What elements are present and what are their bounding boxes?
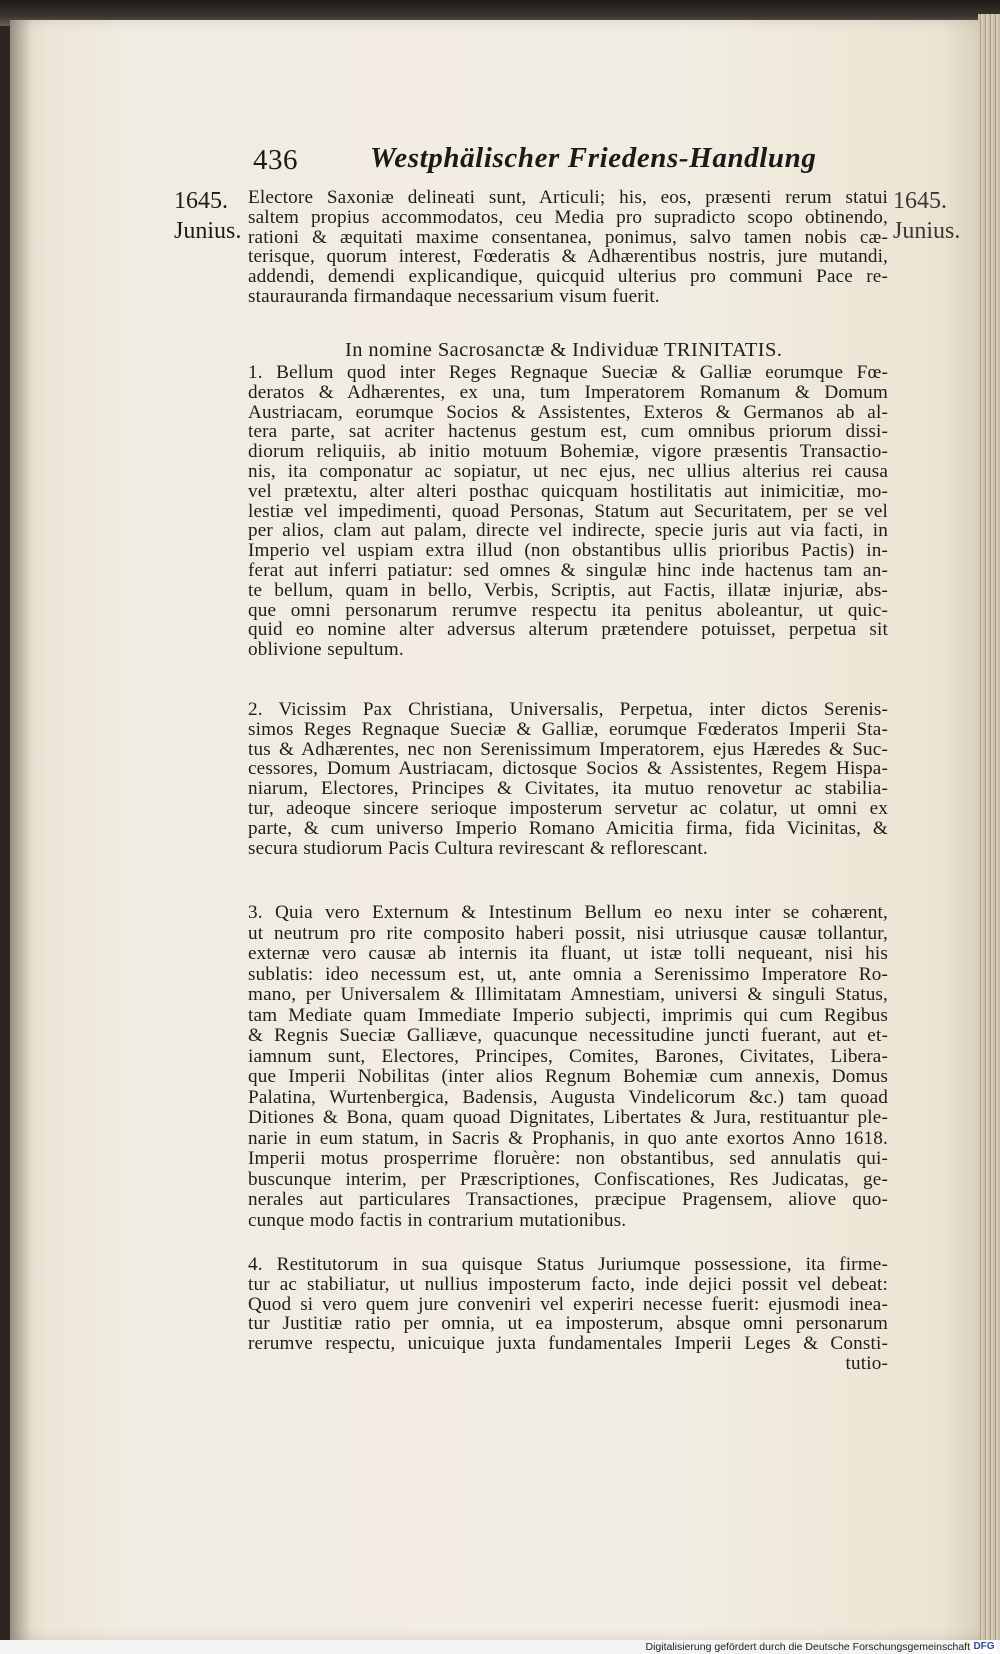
text-line: Palatina, Wurtenbergica, Badensis, Augusta Vindelicorum &c.) tam quoad bbox=[248, 1087, 888, 1108]
paragraph-3 bbox=[248, 903, 888, 1231]
left-margin-month: Junius. bbox=[174, 218, 242, 244]
text-line: mano, per Universalem & Illimitatam Amnestiam, universi & singuli Status, bbox=[248, 985, 888, 1005]
text-line: nerales aut particulares Transactiones, præcipue Pragensem, aliove quo- bbox=[248, 1190, 888, 1210]
text-line: oblivione sepultum. bbox=[248, 640, 404, 660]
page-stack-edge bbox=[978, 14, 1000, 1640]
text-line: addendi, demendi explicandique, quicquid ulterius pro communi Pace re- bbox=[248, 267, 888, 287]
text-line: cessores, Domum Austriacam, dictosque Socios & Assistentes, Regem Hispa- bbox=[248, 759, 888, 780]
right-margin-year: 1645. bbox=[893, 188, 947, 214]
text-line: tur ac stabiliatur, ut nullius imposterum facto, inde dejici possit vel debeat: bbox=[248, 1274, 888, 1295]
intro-paragraph bbox=[248, 188, 888, 307]
text-line: & Regnis Sueciæ Galliæve, quacunque necessitudine juncti fuerant, aut et- bbox=[248, 1026, 888, 1046]
text-line: Quod si vero quem jure conveniri vel experiri necesse fuerit: ejusmodi inea- bbox=[248, 1294, 888, 1315]
text-line: tam Mediate quam Immediate Imperio subjecti, imprimis qui cum Regibus bbox=[248, 1005, 888, 1026]
dfg-logo: DFG bbox=[973, 1641, 995, 1652]
text-line: staurauranda firmandaque necessarium visum fuerit. bbox=[248, 286, 660, 307]
text-line: Electore Saxoniæ delineati sunt, Articuli; his, eos, præsenti rerum statui bbox=[248, 188, 888, 208]
text-line: deratos & Adhærentes, ex una, tum Imperatorem Romanum & Domum bbox=[248, 382, 888, 403]
text-line: per alios, clam aut palam, directe vel indirecte, specie juris aut via facti, in bbox=[248, 521, 888, 542]
text-line: sublatis: ideo necessum est, ut, ante omnia a Serenissimo Imperatore Ro- bbox=[248, 964, 888, 985]
paragraph-2 bbox=[248, 700, 888, 858]
text-line: tur, adeoque sincere serioque imposterum servetur ac colatur, ut omni ex bbox=[248, 798, 888, 819]
text-line: rerumve respectu, unicuique juxta fundamentales Imperii Leges & Consti- bbox=[248, 1334, 888, 1354]
text-line: narie in eum statum, in Sacris & Prophanis, in quo ante exortos Anno 1618. bbox=[248, 1128, 888, 1149]
text-line: ferat aut inferri patiatur: sed omnes & singulæ hinc inde hactenus tam an- bbox=[248, 560, 888, 581]
text-line: Austriacam, eorumque Socios & Assistentes, Exteros & Germanos ab al- bbox=[248, 402, 888, 423]
text-line: Ditiones & Bona, quam quoad Dignitates, Libertates & Jura, restituantur ple- bbox=[248, 1108, 888, 1128]
text-line: niarum, Electores, Principes & Civitates, ita mutuo renovetur ac stabilia- bbox=[248, 779, 888, 799]
text-line: Imperio vel uspiam extra illud (non obstantibus ullis prioribus Pactis) in- bbox=[248, 541, 888, 561]
text-line: 1. Bellum quod inter Reges Regnaque Sueciæ & Galliæ eorumque Fœ- bbox=[248, 363, 888, 383]
text-line: cunque modo factis in contrarium mutationibus. bbox=[248, 1210, 627, 1231]
paragraph-1 bbox=[248, 363, 888, 660]
text-line: buscunque interim, per Præscriptiones, Confiscationes, Res Judicatas, ge- bbox=[248, 1169, 888, 1190]
text-line: parte, & cum universo Imperio Romano Amicitia firma, fida Vicinitas, & bbox=[248, 818, 888, 839]
text-line: simos Reges Regnaque Sueciæ & Galliæ, eorumque Fœderatos Imperii Sta- bbox=[248, 719, 888, 740]
text-line: externæ vero causæ ab internis ita fluant, ut istæ tolli nequeant, nisi his bbox=[248, 944, 888, 964]
section-heading: In nomine Sacrosanctæ & Individuæ TRINITATIS. bbox=[345, 339, 783, 361]
text-line: 2. Vicissim Pax Christiana, Universalis, Perpetua, inter dictos Serenis- bbox=[248, 700, 888, 720]
text-line: que omni personarum rerumve respectu ita penitus aboleantur, ut quic- bbox=[248, 600, 888, 621]
text-line: nis, ita componatur ac sopiatur, ut nec ejus, nec ullius alterius rei causa bbox=[248, 461, 888, 482]
gutter-shadow bbox=[10, 20, 32, 1640]
text-line: 4. Restitutorum in sua quisque Status Juriumque possessione, ita firme- bbox=[248, 1255, 888, 1275]
text-line: lestiæ vel impedimenti, quoad Personas, Statum aut Securitatem, per se vel bbox=[248, 501, 888, 522]
running-title: Westphälischer Friedens-Handlung bbox=[370, 142, 817, 174]
text-line: iamnum sunt, Electores, Principes, Comites, Barones, Civitates, Libera- bbox=[248, 1046, 888, 1067]
text-line: tur Justitiæ ratio per omnia, ut ea imposterum, absque omni personarum bbox=[248, 1314, 888, 1335]
text-line: vel prætextu, alter alteri posthac quicquam hostilitatis aut inimicitiæ, mo- bbox=[248, 481, 888, 502]
text-line: tus & Adhærentes, nec non Serenissimum Imperatorem, ejus Hæredes & Suc- bbox=[248, 739, 888, 760]
text-line: te bellum, quam in bello, Verbis, Scriptis, aut Factis, illatæ injuriæ, abs- bbox=[248, 580, 888, 601]
text-line: tera parte, sat acriter hactenus gestum est, cum omnibus priorum dissi- bbox=[248, 422, 888, 443]
text-line: Imperii motus prosperrime floruère: non obstantibus, sed annulatis qui- bbox=[248, 1149, 888, 1169]
text-line: diorum reliquiis, ab initio motuum Bohemiæ, vigore præsentis Transactio- bbox=[248, 442, 888, 462]
text-line: saltem propius accommodatos, ceu Media pro supradicto scopo obtinendo, bbox=[248, 207, 888, 228]
running-header bbox=[240, 140, 817, 180]
digitization-footer bbox=[0, 1640, 1000, 1654]
left-margin-year: 1645. bbox=[174, 188, 228, 214]
text-line: terisque, quorum interest, Fœderatis & Adhærentibus nostris, jure mutandi, bbox=[248, 247, 888, 268]
text-line: quid eo nomine alter adversus alterum prætendere potuisset, perpetua sit bbox=[248, 620, 888, 641]
text-line: ut neutrum pro rite composito haberi possit, nisi utriusque causæ tollantur, bbox=[248, 923, 888, 944]
right-margin-month: Junius. bbox=[893, 218, 961, 244]
right-margin-date bbox=[893, 186, 960, 246]
text-line: secura studiorum Pacis Cultura revirescant & reflorescant. bbox=[248, 838, 708, 859]
text-line: rationi & æquitati maxime consentanea, ponimus, salvo tamen nobis cæ- bbox=[248, 227, 888, 248]
funding-credit: Digitalisierung gefördert durch die Deutsche Forschungsgemeinschaft bbox=[645, 1641, 970, 1653]
paragraph-4 bbox=[248, 1255, 888, 1374]
page-number: 436 bbox=[253, 144, 298, 176]
text-line: 3. Quia vero Externum & Intestinum Bellum eo nexu inter se cohærent, bbox=[248, 903, 888, 923]
catchword: tutio- bbox=[845, 1353, 888, 1374]
left-margin-date bbox=[174, 186, 241, 246]
text-line: que Imperii Nobilitas (inter alios Regnum Bohemiæ cum annexis, Domus bbox=[248, 1067, 888, 1087]
